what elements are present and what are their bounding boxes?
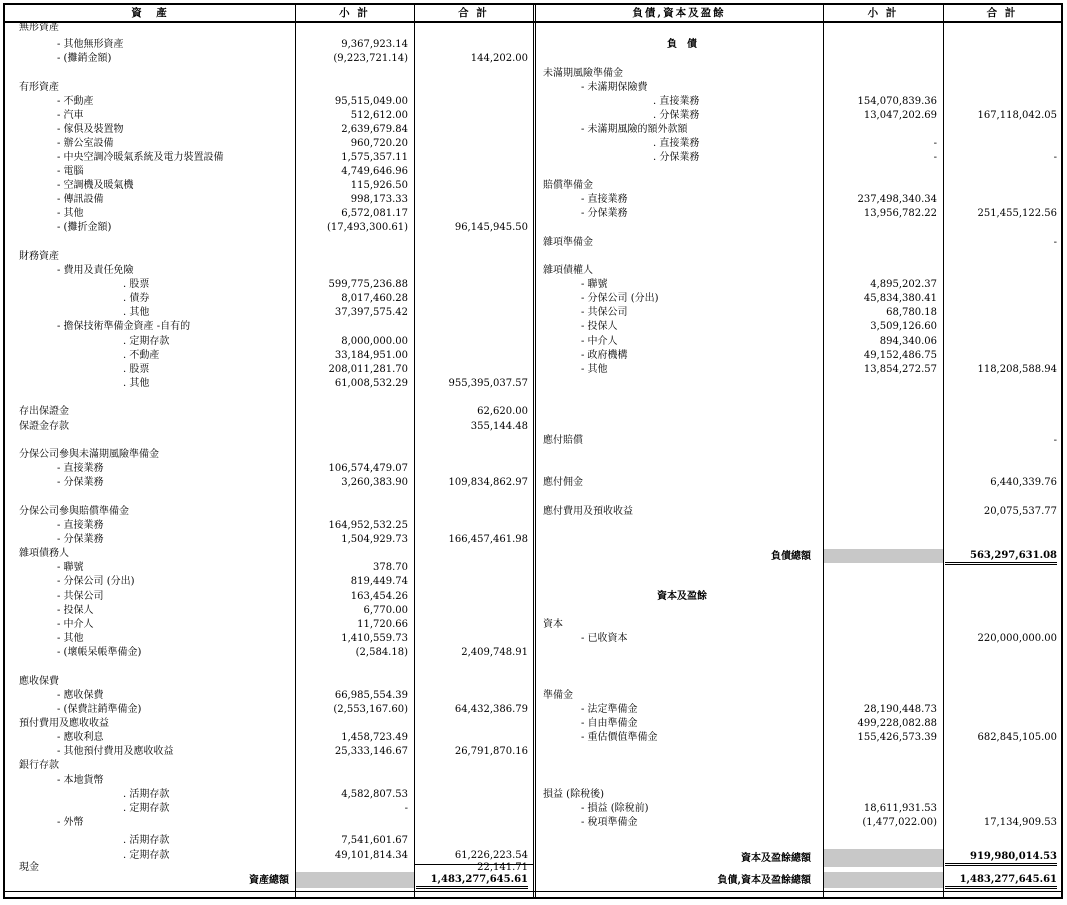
- grand-total-label: 負債,資本及盈餘總額: [717, 875, 811, 886]
- row-label: - 分保公司 (分出): [581, 293, 659, 304]
- row-label: 損益 (除稅後): [543, 789, 604, 800]
- subtotal-value: 164,952,532.25: [328, 520, 408, 531]
- total-value: 251,455,122.56: [977, 208, 1057, 219]
- total-value: -: [1053, 152, 1057, 163]
- total-value: 682,845,105.00: [977, 732, 1057, 743]
- row-label: . 定期存款: [123, 850, 170, 861]
- subtotal-value: 68,780.18: [886, 307, 937, 318]
- subtotal-value: 998,173.33: [350, 194, 408, 205]
- row-label: . 定期存款: [123, 803, 170, 814]
- row-label: . 定期存款: [123, 336, 170, 347]
- grand-total-value: 1,483,277,645.61: [945, 874, 1057, 889]
- row-label: - 自由準備金: [581, 718, 638, 729]
- row-label: - 應收保費: [57, 690, 104, 701]
- row-label: - 電腦: [57, 166, 84, 177]
- subtotal-value: 45,834,380.41: [863, 293, 937, 304]
- row-label: 應付賠償: [543, 435, 583, 446]
- row-label: 預付費用及應收收益: [19, 718, 109, 729]
- row-label: - 本地貨幣: [57, 775, 104, 786]
- total-value: 26,791,870.16: [454, 746, 528, 757]
- row-label: - 共保公司: [581, 307, 628, 318]
- bottom-rule: [5, 891, 1061, 892]
- total-value: 17,134,909.53: [983, 817, 1057, 828]
- subtotal-value: 2,639,679.84: [341, 124, 408, 135]
- row-label: 有形資產: [19, 82, 59, 93]
- liabilities-total-label: 負債總額: [771, 551, 811, 562]
- row-label: 存出保證金: [19, 406, 69, 417]
- row-label: 資本: [543, 619, 563, 630]
- row-label: . 分保業務: [653, 152, 700, 163]
- row-label: - 費用及責任免險: [57, 265, 134, 276]
- row-label: . 股票: [123, 364, 150, 375]
- row-label: - 分保公司 (分出): [57, 576, 135, 587]
- total-value: 355,144.48: [470, 421, 528, 432]
- row-label: - 稅項準備金: [581, 817, 638, 828]
- row-label: - 聯號: [581, 279, 608, 290]
- subtotal-value: 1,575,357.11: [341, 152, 408, 163]
- row-label: 分保公司參與賠償準備金: [19, 506, 129, 517]
- underline: [414, 864, 533, 865]
- subtotal-value: 33,184,951.00: [334, 350, 408, 361]
- row-label: - 汽車: [57, 110, 84, 121]
- row-label: - 空調機及暖氣機: [57, 180, 134, 191]
- subtotal-value: 13,047,202.69: [863, 110, 937, 121]
- subtotal-value: 28,190,448.73: [863, 704, 937, 715]
- total-value: 6,440,339.76: [990, 477, 1057, 488]
- balance-sheet: [3, 3, 1063, 899]
- subtotal-value: 499,228,082.88: [857, 718, 937, 729]
- row-label: - (攤折金額): [57, 222, 112, 233]
- row-label: 應收保費: [19, 676, 59, 687]
- column-divider: [295, 5, 296, 897]
- row-label: - 投保人: [581, 321, 618, 332]
- total-value: -: [1053, 435, 1057, 446]
- row-label: - 直接業務: [57, 463, 104, 474]
- total-value: 22,141.71: [477, 862, 528, 873]
- total-value: 118,208,588.94: [977, 364, 1057, 375]
- row-label: - 直接業務: [57, 520, 104, 531]
- row-label: - 外幣: [57, 817, 84, 828]
- total-value: 96,145,945.50: [454, 222, 528, 233]
- row-label: - 其他預付費用及應收收益: [57, 746, 174, 757]
- subtotal-value: 237,498,340.34: [857, 194, 937, 205]
- row-label: - 中介人: [57, 619, 94, 630]
- column-divider: [823, 5, 824, 897]
- row-label: . 其他: [123, 378, 150, 389]
- row-label: 應付費用及預收收益: [543, 506, 633, 517]
- row-label: . 債券: [123, 293, 150, 304]
- subtotal-value: 61,008,532.29: [334, 378, 408, 389]
- row-label: - 共保公司: [57, 591, 104, 602]
- total-value: 955,395,037.57: [448, 378, 528, 389]
- subtotal-value: (17,493,300.61): [327, 222, 408, 233]
- row-label: 無形資產: [19, 22, 59, 33]
- row-label: . 不動產: [123, 350, 160, 361]
- capital-total-label: 資本及盈餘總額: [741, 853, 811, 864]
- subtotal-value: 18,611,931.53: [863, 803, 937, 814]
- subtotal-value: -: [933, 138, 937, 149]
- subtotal-value: 7,541,601.67: [341, 835, 408, 846]
- row-label: - (攤銷金額): [57, 53, 112, 64]
- assets-total-label: 資產總額: [249, 875, 289, 886]
- subtotal-value: 6,770.00: [363, 605, 408, 616]
- liabilities-total-value: 563,297,631.08: [945, 550, 1057, 565]
- subtotal-value: (2,553,167.60): [333, 704, 408, 715]
- subtotal-value: 6,572,081.17: [341, 208, 408, 219]
- row-label: - 聯號: [57, 562, 84, 573]
- subtotal-value: 512,612.00: [350, 110, 408, 121]
- row-label: - 其他: [581, 364, 608, 375]
- capital-total-value: 919,980,014.53: [945, 851, 1057, 866]
- row-label: - 投保人: [57, 605, 94, 616]
- row-label: - 分保業務: [57, 534, 104, 545]
- total-value: 109,834,862.97: [448, 477, 528, 488]
- row-label: - 分保業務: [57, 477, 104, 488]
- row-label: - 分保業務: [581, 208, 628, 219]
- subtotal-value: -: [933, 152, 937, 163]
- row-label: - 政府機構: [581, 350, 628, 361]
- row-label: 財務資產: [19, 251, 59, 262]
- total-value: 167,118,042.05: [977, 110, 1057, 121]
- row-label: 雜項準備金: [543, 237, 593, 248]
- subtotal-value: 960,720.20: [350, 138, 408, 149]
- subtotal-value: 8,017,460.28: [341, 293, 408, 304]
- subtotal-value: 599,775,236.88: [328, 279, 408, 290]
- subtotal-value: 49,152,486.75: [863, 350, 937, 361]
- subtotal-value: 1,458,723.49: [341, 732, 408, 743]
- row-label: . 活期存款: [123, 789, 170, 800]
- row-label: - (壞帳呆帳準備金): [57, 647, 142, 658]
- assets-total-value: 1,483,277,645.61: [416, 874, 528, 889]
- subtotal-value: 819,449.74: [350, 576, 408, 587]
- row-label: - 傢俱及裝置物: [57, 124, 124, 135]
- row-label: 雜項債權人: [543, 265, 593, 276]
- total-value: 144,202.00: [470, 53, 528, 64]
- row-label: - 擔保技術準備金資產 -自有的: [57, 321, 191, 332]
- subtotal-value: 66,985,554.39: [334, 690, 408, 701]
- subtotal-value: 37,397,575.42: [334, 307, 408, 318]
- row-label: 賠償準備金: [543, 180, 593, 191]
- subtotal-value: 49,101,814.34: [334, 850, 408, 861]
- row-label: 分保公司參與未滿期風險準備金: [19, 449, 159, 460]
- subtotal-value: 208,011,281.70: [328, 364, 408, 375]
- subtotal-value: 13,956,782.22: [863, 208, 937, 219]
- section-heading: 資本及盈餘: [657, 591, 707, 602]
- subtotal-value: 11,720.66: [357, 619, 408, 630]
- row-label: - 傳訊設備: [57, 194, 104, 205]
- column-divider: [414, 5, 415, 897]
- row-label: - 辦公室設備: [57, 138, 114, 149]
- subtotal-value: 25,333,146.67: [334, 746, 408, 757]
- total-value: 166,457,461.98: [448, 534, 528, 545]
- row-label: - 中央空調冷暖氣系統及電力裝置設備: [57, 152, 224, 163]
- total-value: 20,075,537.77: [983, 506, 1057, 517]
- subtotal-value: 9,367,923.14: [341, 39, 408, 50]
- subtotal-value: 894,340.06: [879, 336, 937, 347]
- gray-fill: [824, 849, 943, 867]
- section-heading: 負 債: [667, 39, 697, 50]
- row-label: . 分保業務: [653, 110, 700, 121]
- row-label: - 不動產: [57, 96, 94, 107]
- subtotal-value: 154,070,839.36: [857, 96, 937, 107]
- row-label: - 中介人: [581, 336, 618, 347]
- subtotal-value: 95,515,049.00: [334, 96, 408, 107]
- subtotal-value: 115,926.50: [350, 180, 408, 191]
- header-subtotal: 小 計: [339, 7, 370, 19]
- column-divider: [533, 5, 534, 897]
- row-label: - 已收資本: [581, 633, 628, 644]
- header-assets: 資 產: [131, 7, 169, 19]
- column-divider: [535, 5, 536, 897]
- subtotal-value: 4,749,646.96: [341, 166, 408, 177]
- row-label: . 股票: [123, 279, 150, 290]
- subtotal-value: 155,426,573.39: [857, 732, 937, 743]
- row-label: - 應收利息: [57, 732, 104, 743]
- row-label: 現金: [19, 862, 39, 873]
- subtotal-value: (1,477,022.00): [862, 817, 937, 828]
- row-label: . 其他: [123, 307, 150, 318]
- table-header: [5, 5, 1061, 23]
- row-label: - 損益 (除稅前): [581, 803, 649, 814]
- header-total-right: 合 計: [986, 7, 1018, 19]
- subtotal-value: 3,260,383.90: [341, 477, 408, 488]
- row-label: - 法定準備金: [581, 704, 638, 715]
- row-label: 準備金: [543, 690, 573, 701]
- row-label: . 活期存款: [123, 835, 170, 846]
- subtotal-value: 163,454.26: [350, 591, 408, 602]
- row-label: . 直接業務: [653, 138, 700, 149]
- subtotal-value: 106,574,479.07: [328, 463, 408, 474]
- subtotal-value: 4,895,202.37: [870, 279, 937, 290]
- total-value: 64,432,386.79: [454, 704, 528, 715]
- total-value: 2,409,748.91: [461, 647, 528, 658]
- subtotal-value: 1,410,559.73: [341, 633, 408, 644]
- subtotal-value: 13,854,272.57: [863, 364, 937, 375]
- row-label: . 直接業務: [653, 96, 700, 107]
- subtotal-value: 378.70: [373, 562, 408, 573]
- row-label: 雜項債務人: [19, 548, 69, 559]
- row-label: - 未滿期保險費: [581, 82, 648, 93]
- total-value: 61,226,223.54: [454, 850, 528, 861]
- row-label: - 直接業務: [581, 194, 628, 205]
- row-label: - (保費註銷準備金): [57, 704, 142, 715]
- row-label: 未滿期風險準備金: [543, 68, 623, 79]
- row-label: 保證金存款: [19, 421, 69, 432]
- row-label: - 其他: [57, 633, 84, 644]
- gray-fill: [296, 872, 414, 888]
- gray-fill: [824, 872, 943, 888]
- row-label: 應付佣金: [543, 477, 583, 488]
- row-label: 銀行存款: [19, 760, 59, 771]
- subtotal-value: (2,584.18): [355, 647, 408, 658]
- total-value: 220,000,000.00: [977, 633, 1057, 644]
- total-value: 62,620.00: [477, 406, 528, 417]
- subtotal-value: 3,509,126.60: [870, 321, 937, 332]
- subtotal-value: 8,000,000.00: [341, 336, 408, 347]
- subtotal-value: 4,582,807.53: [341, 789, 408, 800]
- subtotal-value: (9,223,721.14): [333, 53, 408, 64]
- header-subtotal-right: 小 計: [867, 7, 899, 19]
- row-label: - 重估價值準備金: [581, 732, 658, 743]
- row-label: - 未滿期風險的額外款額: [581, 124, 688, 135]
- row-label: - 其他無形資產: [57, 39, 124, 50]
- total-value: -: [1053, 237, 1057, 248]
- header-liabilities: 負債,資本及盈餘: [632, 7, 726, 19]
- subtotal-value: -: [404, 803, 408, 814]
- header-total: 合 計: [458, 7, 489, 19]
- column-divider: [943, 5, 944, 897]
- subtotal-value: 1,504,929.73: [341, 534, 408, 545]
- row-label: - 其他: [57, 208, 84, 219]
- gray-fill: [824, 549, 943, 563]
